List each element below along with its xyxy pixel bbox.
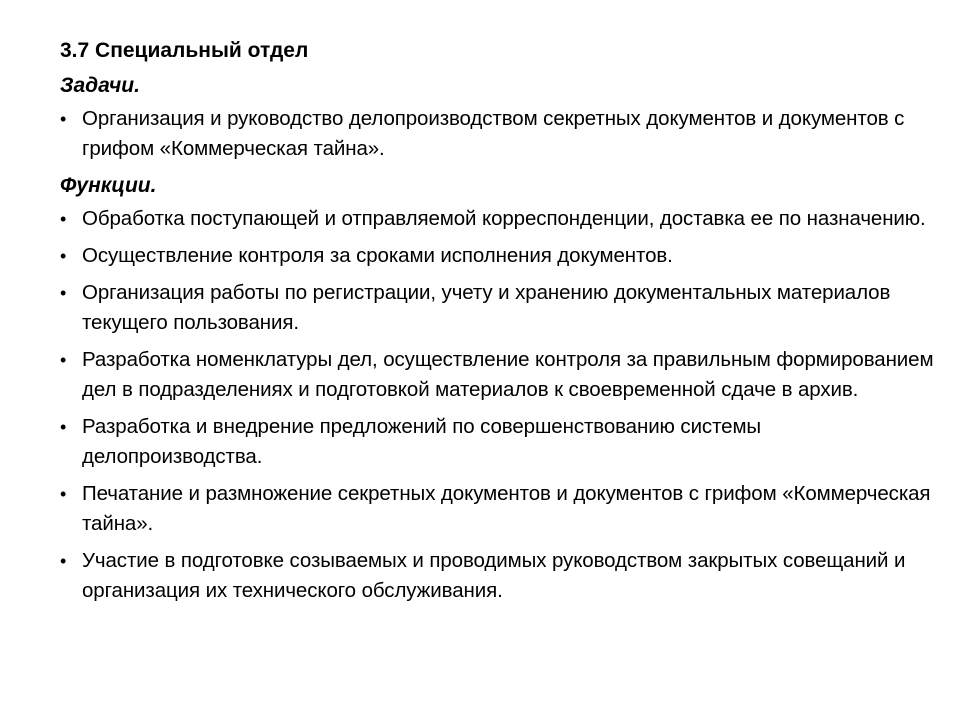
- list-item: [60, 104, 940, 164]
- list-item-text: Организация работы по регистрации, учету и хранению документальных материалов текущего пользования.: [82, 281, 891, 334]
- section-title: 3.7 Специальный отдел: [60, 39, 309, 62]
- functions-heading: Функции.: [60, 174, 157, 197]
- bullet-icon: •: [60, 484, 67, 504]
- list-item: [60, 278, 940, 338]
- bullet-icon: •: [60, 350, 67, 370]
- list-item: [60, 479, 940, 539]
- list-item-text: Разработка номенклатуры дел, осуществление контроля за правильным формированием дел в подразделениях и подготовкой материалов к своевременной сдаче в архив.: [82, 348, 934, 401]
- list-item-text: Осуществление контроля за сроками исполнения документов.: [82, 244, 673, 267]
- bullet-icon: •: [60, 246, 67, 266]
- list-item-text: Разработка и внедрение предложений по совершенствованию системы делопроизводства.: [82, 415, 762, 468]
- bullet-icon: •: [60, 551, 67, 571]
- list-item-text: Участие в подготовке созываемых и проводимых руководством закрытых совещаний и организация их технического обслуживания.: [82, 549, 906, 602]
- list-item: [60, 345, 940, 405]
- list-item-text: Обработка поступающей и отправляемой корреспонденции, доставка ее по назначению.: [82, 207, 926, 230]
- list-item: [60, 241, 940, 271]
- list-item: [60, 412, 940, 472]
- functions-list: [60, 204, 940, 606]
- list-item-text: Организация и руководство делопроизводством секретных документов и документов с грифом «Коммерческая тайна».: [82, 107, 905, 160]
- bullet-icon: •: [60, 417, 67, 437]
- list-item-text: Печатание и размножение секретных документов и документов с грифом «Коммерческая тайна».: [82, 482, 931, 535]
- tasks-list: [60, 104, 940, 164]
- bullet-icon: •: [60, 283, 67, 303]
- slide-content: [60, 36, 940, 613]
- list-item: [60, 546, 940, 606]
- bullet-icon: •: [60, 109, 67, 129]
- tasks-heading: Задачи.: [60, 74, 140, 97]
- bullet-icon: •: [60, 209, 67, 229]
- list-item: [60, 204, 940, 234]
